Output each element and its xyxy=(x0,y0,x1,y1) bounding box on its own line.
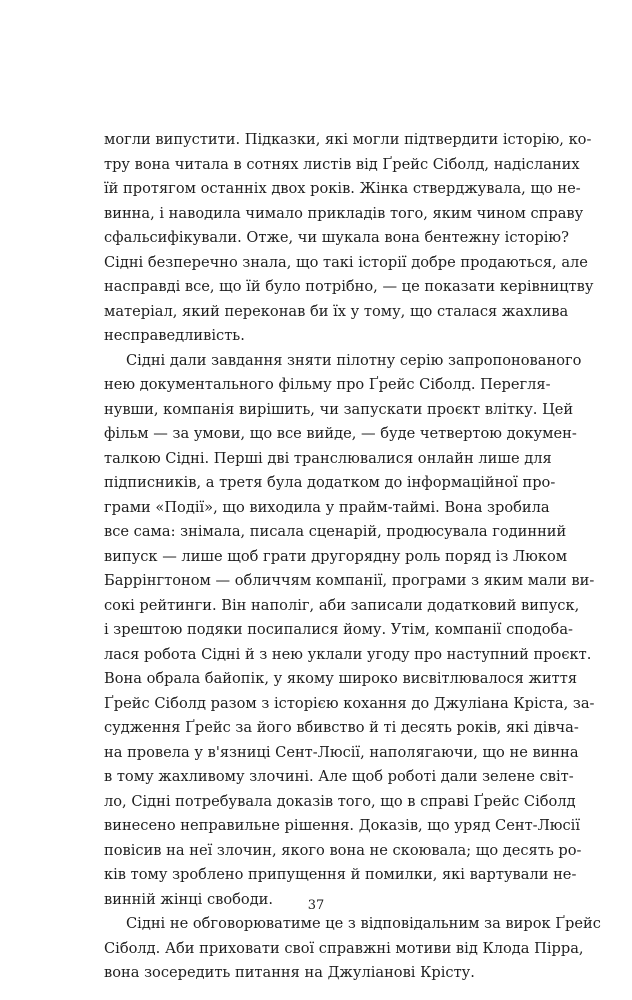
text-line: нею документального фільму про Ґрейс Сіболд. Перегля- xyxy=(104,376,551,393)
text-line: матеріал, який переконав би їх у тому, що сталася жахлива xyxy=(104,302,569,320)
text-line: все сама: знімала, писала сценарій, продюсувала годинний xyxy=(104,523,567,540)
text-line: Вона обрала байопік, у якому широко висвітлювалося життя xyxy=(104,670,578,687)
text-line: ків тому зроблено припущення й помилки, які вартували не- xyxy=(104,866,577,883)
page-number: 37 xyxy=(307,898,325,913)
text-line: насправді все, що їй було потрібно, — це показати керівництву xyxy=(104,278,594,295)
text-line: і зрештою подяки посипалися йому. Утім, компанії сподоба- xyxy=(104,621,573,638)
text-line: ло, Сідні потребувала доказів того, що в справі Ґрейс Сіболд xyxy=(104,792,576,810)
text-line: лася робота Сідні й з нею уклали угоду про наступний проєкт. xyxy=(104,645,592,663)
body-text xyxy=(104,128,601,986)
text-line: Сідні не обговорюватиме це з відповідальним за вирок Ґрейс xyxy=(126,915,601,932)
text-line: сфальсифікували. Отже, чи шукала вона бентежну історію? xyxy=(104,229,569,246)
text-line: тру вона читала в сотнях листів від Ґрейс Сіболд, надісланих xyxy=(104,155,580,173)
text-line: підписників, а третя була додатком до інформаційної про- xyxy=(104,474,556,491)
text-line: Баррінгтоном — обличчям компанії, програми з яким мали ви- xyxy=(104,572,595,589)
text-line: випуск — лише щоб грати другорядну роль поряд із Люком xyxy=(104,547,568,565)
text-line: Сідні дали завдання зняти пілотну серію запропонованого xyxy=(126,351,582,369)
text-line: Сіболд. Аби приховати свої справжні мотиви від Клода Пірра, xyxy=(104,939,584,957)
text-line: Сідні безперечно знала, що такі історії добре продаються, але xyxy=(104,253,588,271)
text-line: талкою Сідні. Перші дві транслювалися онлайн лише для xyxy=(104,449,552,467)
text-line: їй протягом останніх двох років. Жінка стверджувала, що не- xyxy=(104,180,581,197)
text-line: грами «Події», що виходила у прайм-таймі. Вона зробила xyxy=(104,498,550,516)
text-line: в тому жахливому злочині. Але щоб роботі дали зелене світ- xyxy=(104,768,574,785)
text-line: вона зосередить питання на Джуліанові Крісту. xyxy=(104,964,475,981)
text-line: могли випустити. Підказки, які могли підтвердити історію, ко- xyxy=(104,131,592,148)
text-line: сокі рейтинги. Він наполіг, аби записали додатковий випуск, xyxy=(104,596,580,614)
text-line: винній жінці свободи. xyxy=(104,890,274,908)
text-line: Ґрейс Сіболд разом з історією кохання до Джуліана Кріста, за- xyxy=(104,694,595,712)
text-line: винна, і наводила чимало прикладів того, яким чином справу xyxy=(104,204,584,222)
text-line: винесено неправильне рішення. Доказів, що уряд Сент-Люсії xyxy=(104,817,580,834)
text-line: повісив на неї злочин, якого вона не скоювала; що десять ро- xyxy=(104,841,582,859)
text-line: фільм — за умови, що все вийде, — буде четвертою докумен- xyxy=(104,425,577,442)
text-line: нувши, компанія вирішить, чи запускати проєкт влітку. Цей xyxy=(104,400,574,418)
text-line: судження Ґрейс за його вбивство й ті десять років, які дівча- xyxy=(104,719,579,736)
text-line: на провела у в'язниці Сент-Люсії, наполягаючи, що не винна xyxy=(104,743,579,761)
text-line: несправедливість. xyxy=(104,327,245,344)
